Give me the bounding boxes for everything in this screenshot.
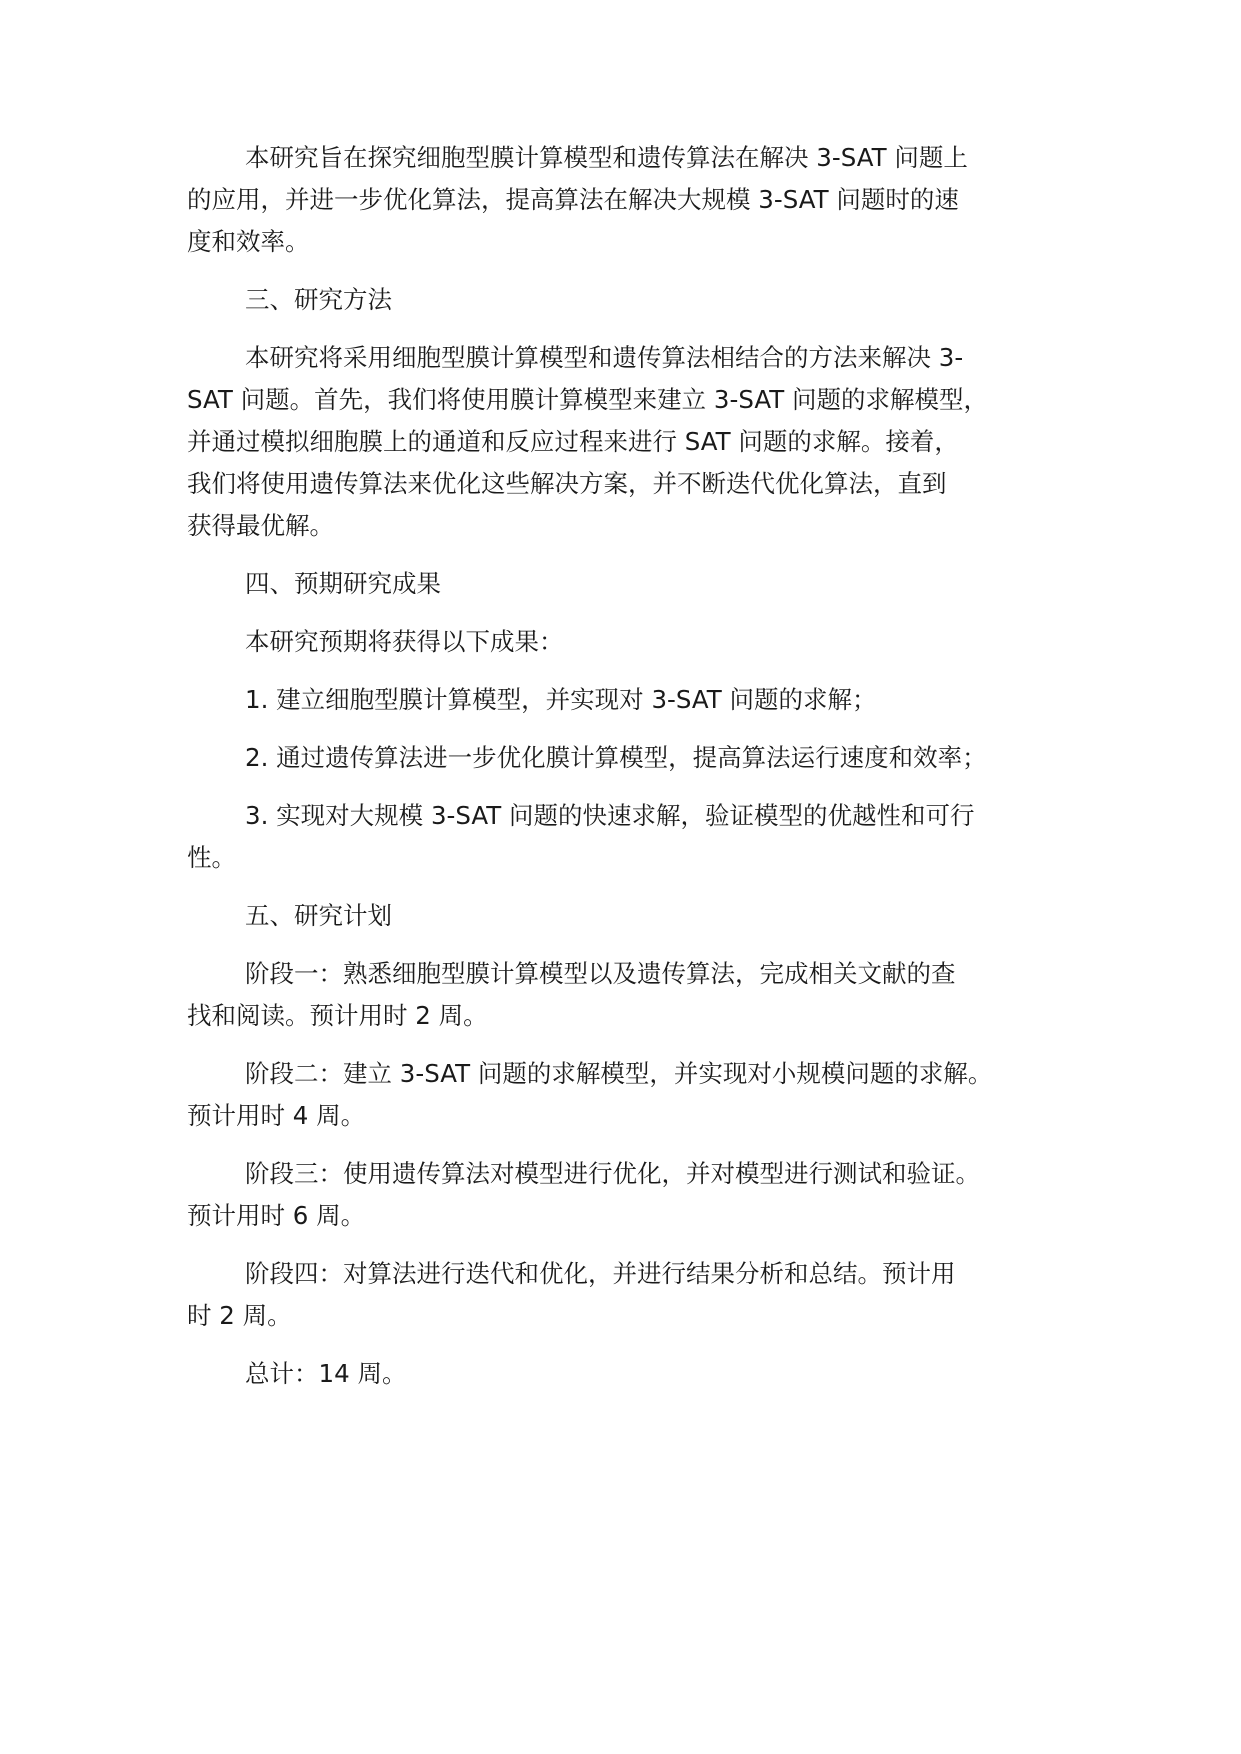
list-item: 3. 实现对大规模 3-SAT 问题的快速求解，验证模型的优越性和可行: [245, 801, 975, 830]
paragraph-line: 度和效率。: [187, 227, 310, 256]
section-heading: 四、预期研究成果: [245, 569, 441, 598]
paragraph-line: 获得最优解。: [187, 511, 334, 540]
paragraph-line: 我们将使用遗传算法来优化这些解决方案，并不断迭代优化算法，直到: [187, 469, 947, 498]
paragraph-line: 本研究将采用细胞型膜计算模型和遗传算法相结合的方法来解决 3-: [245, 343, 964, 372]
plan-stage-continuation: 预计用时 4 周。: [187, 1101, 366, 1130]
plan-stage-continuation: 预计用时 6 周。: [187, 1201, 366, 1230]
plan-stage: 阶段二：建立 3-SAT 问题的求解模型，并实现对小规模问题的求解。: [245, 1059, 993, 1088]
paragraph-line: SAT 问题。首先，我们将使用膜计算模型来建立 3-SAT 问题的求解模型，: [187, 385, 988, 414]
paragraph-line: 本研究预期将获得以下成果：: [245, 627, 564, 656]
plan-total: 总计：14 周。: [245, 1359, 407, 1388]
plan-stage: 阶段三：使用遗传算法对模型进行优化，并对模型进行测试和验证。: [245, 1159, 980, 1188]
paragraph-line: 的应用，并进一步优化算法，提高算法在解决大规模 3-SAT 问题时的速: [187, 185, 959, 214]
paragraph-line: 并通过模拟细胞膜上的通道和反应过程来进行 SAT 问题的求解。接着，: [187, 427, 959, 456]
section-heading: 五、研究计划: [245, 901, 392, 930]
list-item: 1. 建立细胞型膜计算模型，并实现对 3-SAT 问题的求解；: [245, 685, 877, 714]
plan-stage-continuation: 找和阅读。预计用时 2 周。: [187, 1001, 488, 1030]
list-item-continuation: 性。: [187, 843, 236, 872]
plan-stage: 阶段一：熟悉细胞型膜计算模型以及遗传算法，完成相关文献的查: [245, 959, 956, 988]
section-heading: 三、研究方法: [245, 285, 392, 314]
paragraph-line: 本研究旨在探究细胞型膜计算模型和遗传算法在解决 3-SAT 问题上: [245, 143, 968, 172]
plan-stage: 阶段四：对算法进行迭代和优化，并进行结果分析和总结。预计用: [245, 1259, 956, 1288]
plan-stage-continuation: 时 2 周。: [187, 1301, 292, 1330]
list-item: 2. 通过遗传算法进一步优化膜计算模型，提高算法运行速度和效率；: [245, 743, 987, 772]
